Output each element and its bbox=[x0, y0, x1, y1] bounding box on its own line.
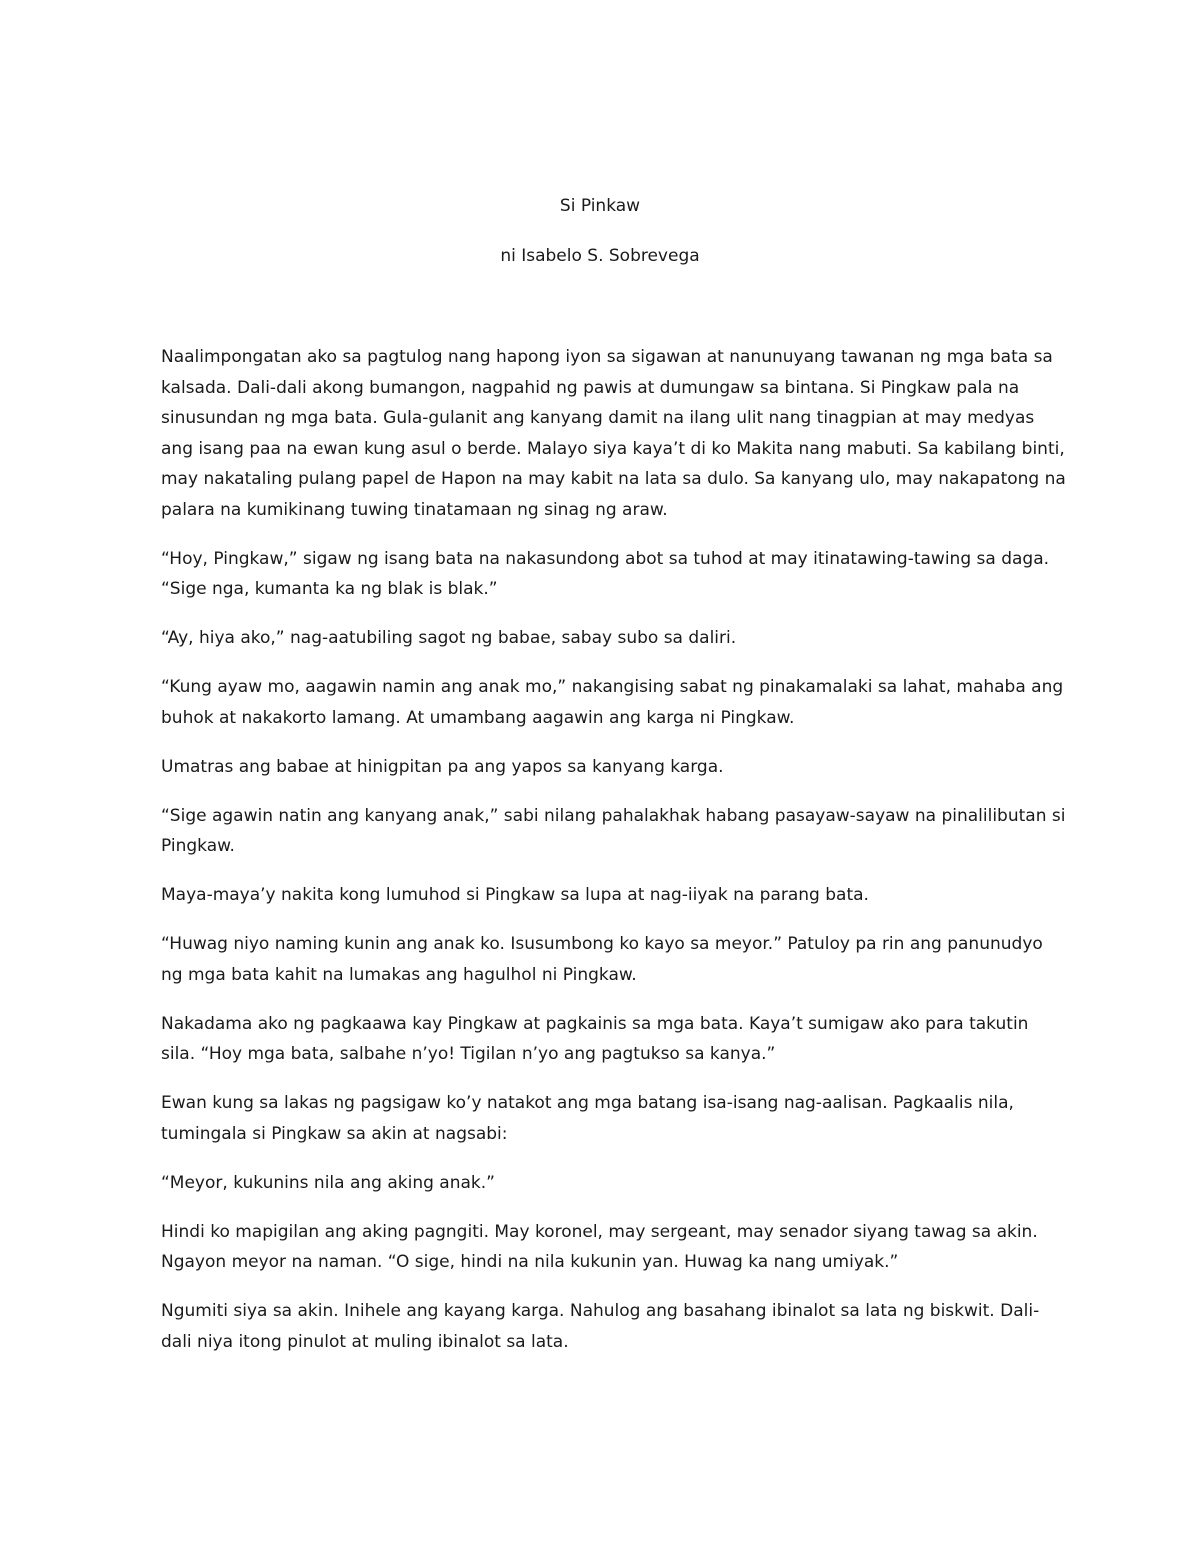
paragraph: Umatras ang babae at hinigpitan pa ang yapos sa kanyang karga. bbox=[161, 756, 724, 777]
paragraph: Maya-maya’y nakita kong lumuhod si Pingkaw sa lupa at nag-iiyak na parang bata. bbox=[161, 885, 869, 905]
document-body bbox=[161, 342, 1066, 1376]
paragraph: “Sige agawin natin ang kanyang anak,” sabi nilang pahalakhak habang pasayaw-sayaw na pinalilibutan si Pingkaw. bbox=[161, 805, 1066, 856]
paragraph: Ngumiti siya sa akin. Inihele ang kayang karga. Nahulog ang basahang ibinalot sa lata ng biskwit. Dali-dali niya itong pinulot at muling ibinalot sa lata. bbox=[161, 1301, 1040, 1352]
document-author: ni Isabelo S. Sobrevega bbox=[500, 246, 700, 266]
paragraph: Nakadama ako ng pagkaawa kay Pingkaw at pagkainis sa mga bata. Kaya’t sumigaw ako para takutin sila. “Hoy mga bata, salbahe n’yo! Tigilan n’yo ang pagtukso sa kanya.” bbox=[161, 1013, 1029, 1064]
document-title: Si Pinkaw bbox=[559, 196, 641, 216]
paragraph: “Hoy, Pingkaw,” sigaw ng isang bata na nakasundong abot sa tuhod at may itinatawing-tawing sa daga. “Sige nga, kumanta ka ng blak is blak.” bbox=[161, 548, 1050, 599]
paragraph: “Kung ayaw mo, aagawin namin ang anak mo,” nakangising sabat ng pinakamalaki sa lahat, mahaba ang buhok at nakakorto lamang. At umambang aagawin ang karga ni Pingkaw. bbox=[161, 677, 1064, 728]
paragraph: Ewan kung sa lakas ng pagsigaw ko’y natakot ang mga batang isa-isang nag-aalisan. Pagkaalis nila, tumingala si Pingkaw sa akin at nagsabi: bbox=[161, 1093, 1014, 1144]
paragraph: “Meyor, kukunins nila ang aking anak.” bbox=[161, 1172, 495, 1193]
paragraph: “Ay, hiya ako,” nag-aatubiling sagot ng babae, sabay subo sa daliri. bbox=[161, 628, 737, 648]
paragraph: Hindi ko mapigilan ang aking pagngiti. May koronel, may sergeant, may senador siyang tawag sa akin. Ngayon meyor na naman. “O sige, hindi na nila kukunin yan. Huwag ka nang umiyak.” bbox=[161, 1221, 1038, 1272]
paragraph: “Huwag niyo naming kunin ang anak ko. Isusumbong ko kayo sa meyor.” Patuloy pa rin ang panunudyo ng mga bata kahit na lumakas ang hagulhol ni Pingkaw. bbox=[161, 934, 1043, 985]
paragraph: Naalimpongatan ako sa pagtulog nang hapong iyon sa sigawan at nanunuyang tawanan ng mga bata sa kalsada. Dali-dali akong bumangon, nagpahid ng pawis at dumungaw sa bintana. Si Pingkaw pala na sinusundan ng mga bata. Gula-gulanit ang kanyang damit na ilang ulit nang tinagpian at may medyas ang isang paa na ewan kung asul o berde. Malayo siya kaya’t di ko Makita nang mabuti. Sa kabilang binti, may nakataling pulang papel de Hapon na may kabit na lata sa dulo. Sa kanyang ulo, may nakapatong na palara na kumikinang tuwing tinatamaan ng sinag ng araw. bbox=[161, 347, 1066, 520]
